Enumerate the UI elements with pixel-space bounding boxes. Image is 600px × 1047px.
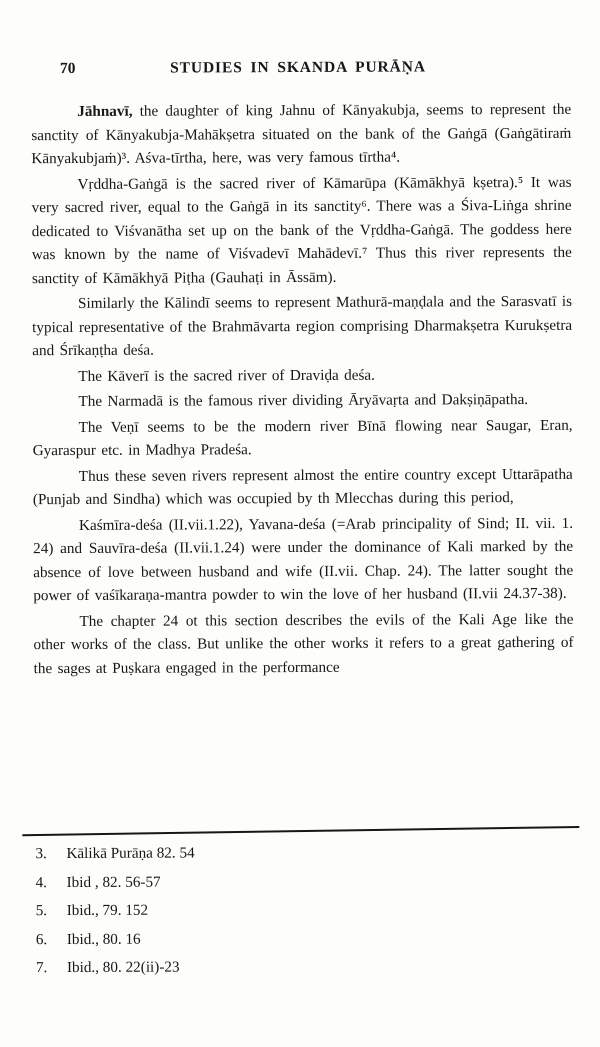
- page-number: 70: [59, 59, 76, 78]
- paragraph: [31, 98, 571, 171]
- footnote-text: Ibid., 80. 16: [66, 930, 141, 948]
- footnotes-section: [35, 838, 581, 983]
- footnote-item: [36, 952, 581, 983]
- page-title: STUDIES IN SKANDA PURĀṆA: [170, 58, 426, 77]
- paragraph: Vṛddha-Gaṅgā is the sacred river of Kāmarūpa (Kāmākhyā kṣetra).⁵ It was very sacred river, equal to the Gaṅgā in its sanctity⁶. There was a Śiva-Liṅga shrine dedicated to Viśvanātha set up on the bank of the Vṛddha-Gaṅgā. The goddess here was known by the name of Viśvadevī Mahādevī.⁷ Thus this river represents the sanctity of Kāmākhyā Piṭha (Gauhaṭi in Āssām).: [31, 173, 572, 287]
- paragraph: Thus these seven rivers represent almost the entire country except Uttarāpatha (Punjab and Sindha) which was occupied by th Mlecchas during this period,: [32, 465, 573, 509]
- paragraph-text: the daughter of king Jahnu of Kānyakubja, seems to represent the sanctity of Kānyakubja-Mahākṣetra situated on the bank of the Gaṅgā (Gaṅgātiraṁ Kānyakubjaṁ)³. Aśva-tīrtha, here, was very famous tīrtha⁴.: [31, 100, 572, 168]
- footnote-item: [36, 895, 581, 926]
- paragraph-lead: Jāhnavī,: [77, 102, 133, 120]
- paragraph: Similarly the Kālindī seems to represent Mathurā-maṇḍala and the Sarasvatī is typical representative of the Brahmāvarta region comprising Dharmakṣetra Kurukṣetra and Śrīkaṇṭha deśa.: [32, 292, 573, 360]
- page-header: [0, 58, 598, 83]
- footnote-item: [35, 838, 580, 869]
- footnote-text: Ibid , 82. 56-57: [66, 873, 161, 891]
- footnote-number: 6.: [35, 930, 48, 948]
- footnote-text: Kālikā Purāṇa 82. 54: [66, 844, 195, 863]
- paragraph: The chapter 24 ot this section describes the evils of the Kali Age like the other works of the class. But unlike the other works it refers to a great gathering of the sages at Puṣkara engaged in the performance: [33, 610, 574, 677]
- paragraph: The Kāverī is the sacred river of Draviḍa deśa.: [78, 366, 375, 385]
- paragraph: Kaśmīra-deśa (II.vii.1.22), Yavana-deśa (=Arab principality of Sind; II. vii. 1. 24) and Sauvīra-deśa (II.vii.1.24) were under the dominance of Kali marked by the absence of love between husband and wife (II.vii. Chap. 24). The latter sought the power of vaśīkaraṇa-mantra powder to win the love of her husband (II.vii 24.37-38).: [33, 514, 574, 605]
- footnote-text: Ibid., 80. 22(ii)-23: [66, 958, 180, 977]
- footnote-number: 5.: [35, 902, 48, 920]
- footnote-number: 4.: [35, 873, 47, 891]
- footnote-item: [36, 866, 581, 897]
- page-body: [31, 98, 574, 682]
- footnote-item: [36, 923, 581, 954]
- paragraph: The Veṇī seems to be the modern river Bīnā flowing near Saugar, Eran, Gyaraspur etc. in Madhya Pradeśa.: [32, 416, 573, 460]
- footnote-number: 7.: [35, 959, 48, 977]
- paragraph: The Narmadā is the famous river dividing Āryāvaṛta and Dakṣiṇāpatha.: [78, 391, 529, 410]
- footnote-separator: [22, 826, 579, 836]
- footnote-number: 3.: [35, 845, 47, 863]
- footnote-text: Ibid., 79. 152: [66, 901, 149, 920]
